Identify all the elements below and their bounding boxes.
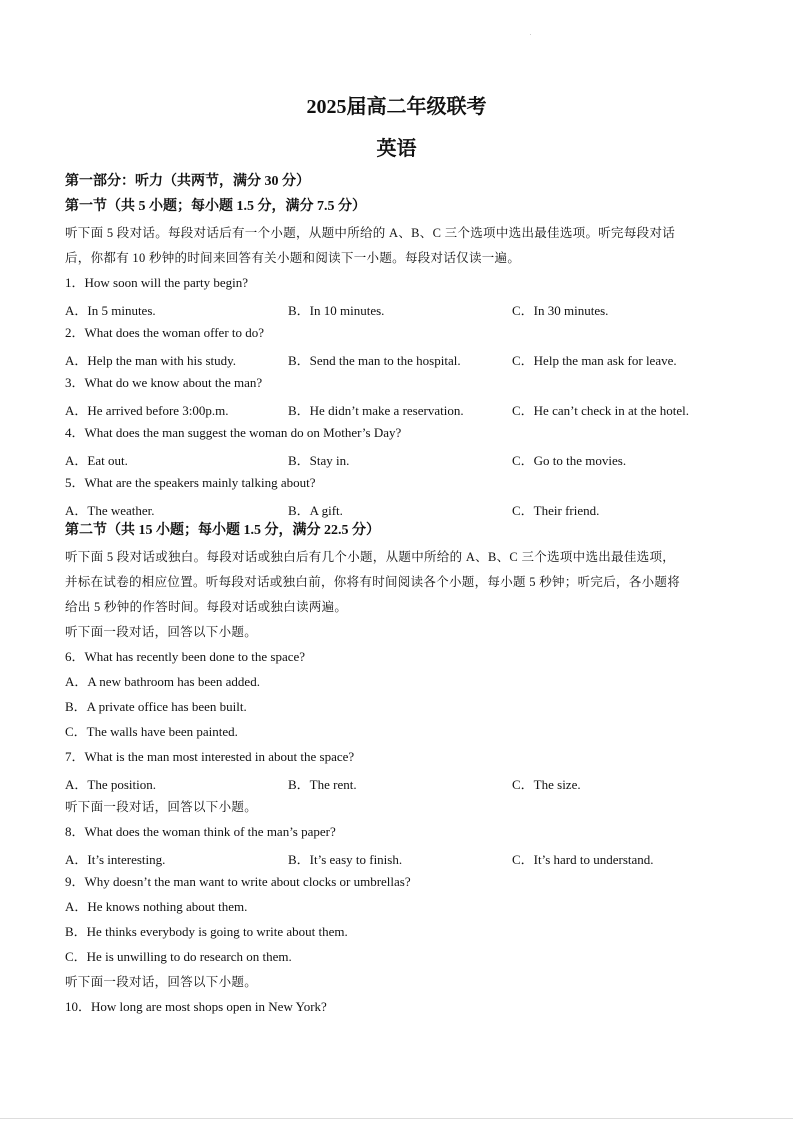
listen-prompt-3: 听下面一段对话，回答以下小题。 [65,975,258,989]
q5-option-a: A．The weather. [65,503,155,518]
question-2: 2．What does the woman offer to do? [65,325,265,340]
q5-option-b: B．A gift. [288,503,343,518]
q1-option-a: A．In 5 minutes. [65,303,156,318]
section1-instructions-line2: 后，你都有 10 秒钟的时间来回答有关小题和阅读下一小题。每段对话仅读一遍。 [65,251,521,265]
section1-instructions-line1: 听下面 5 段对话。每段对话后有一个小题，从题中所给的 A、B、C 三个选项中选出最佳选项。听完每段对话 [65,226,676,240]
question-10: 10．How long are most shops open in New York? [65,999,327,1014]
exam-title: 2025届高二年级联考 [306,96,487,118]
section2-instructions-line2: 并标在试卷的相应位置。听每段对话或独白前，你将有时间阅读各个小题，每小题 5 秒钟；听完后，各小题将 [65,575,681,589]
question-3: 3．What do we know about the man? [65,375,263,390]
q1-option-c: C．In 30 minutes. [512,303,609,318]
section1-heading: 第一节（共 5 小题；每小题 1.5 分，满分 7.5 分） [65,199,366,214]
q2-option-c: C．Help the man ask for leave. [512,353,677,368]
section2-heading: 第二节（共 15 小题；每小题 1.5 分，满分 22.5 分） [65,523,380,538]
subject-title: 英语 [376,138,417,160]
q8-option-a: A．It’s interesting. [65,852,166,867]
q4-option-a: A．Eat out. [65,453,128,468]
q3-option-c: C．He can’t check in at the hotel. [512,403,690,418]
page-bottom-border [0,1118,793,1119]
section2-instructions-line1: 听下面 5 段对话或独白。每段对话或独白后有几个小题，从题中所给的 A、B、C 三个选项中选出最佳选项， [65,550,676,564]
q6-option-a: A．A new bathroom has been added. [65,674,260,689]
q9-option-a: A．He knows nothing about them. [65,899,248,914]
listen-prompt-1: 听下面一段对话，回答以下小题。 [65,625,258,639]
q2-option-b: B．Send the man to the hospital. [288,353,461,368]
q6-option-b: B．A private office has been built. [65,699,247,714]
q8-option-c: C．It’s hard to understand. [512,852,654,867]
question-1: 1．How soon will the party begin? [65,275,249,290]
question-4: 4．What does the man suggest the woman do on Mother’s Day? [65,425,402,440]
question-8: 8．What does the woman think of the man’s paper? [65,824,336,839]
q7-option-c: C．The size. [512,777,581,792]
q1-option-b: B．In 10 minutes. [288,303,385,318]
question-7: 7．What is the man most interested in about the space? [65,749,355,764]
q3-option-a: A．He arrived before 3:00p.m. [65,403,229,418]
q5-option-c: C．Their friend. [512,503,600,518]
scan-mark [530,34,531,35]
q7-option-b: B．The rent. [288,777,357,792]
q4-option-b: B．Stay in. [288,453,350,468]
q9-option-b: B．He thinks everybody is going to write about them. [65,924,348,939]
question-6: 6．What has recently been done to the space? [65,649,306,664]
q8-option-b: B．It’s easy to finish. [288,852,403,867]
section2-instructions-line3: 给出 5 秒钟的作答时间。每段对话或独白读两遍。 [65,600,348,614]
q3-option-b: B．He didn’t make a reservation. [288,403,464,418]
q9-option-c: C．He is unwilling to do research on them. [65,949,292,964]
q7-option-a: A．The position. [65,777,156,792]
part1-heading: 第一部分：听力（共两节，满分 30 分） [65,174,310,189]
q4-option-c: C．Go to the movies. [512,453,627,468]
q2-option-a: A．Help the man with his study. [65,353,237,368]
listen-prompt-2: 听下面一段对话，回答以下小题。 [65,800,258,814]
question-9: 9．Why doesn’t the man want to write about clocks or umbrellas? [65,874,411,889]
question-5: 5．What are the speakers mainly talking about? [65,475,316,490]
q6-option-c: C．The walls have been painted. [65,724,238,739]
